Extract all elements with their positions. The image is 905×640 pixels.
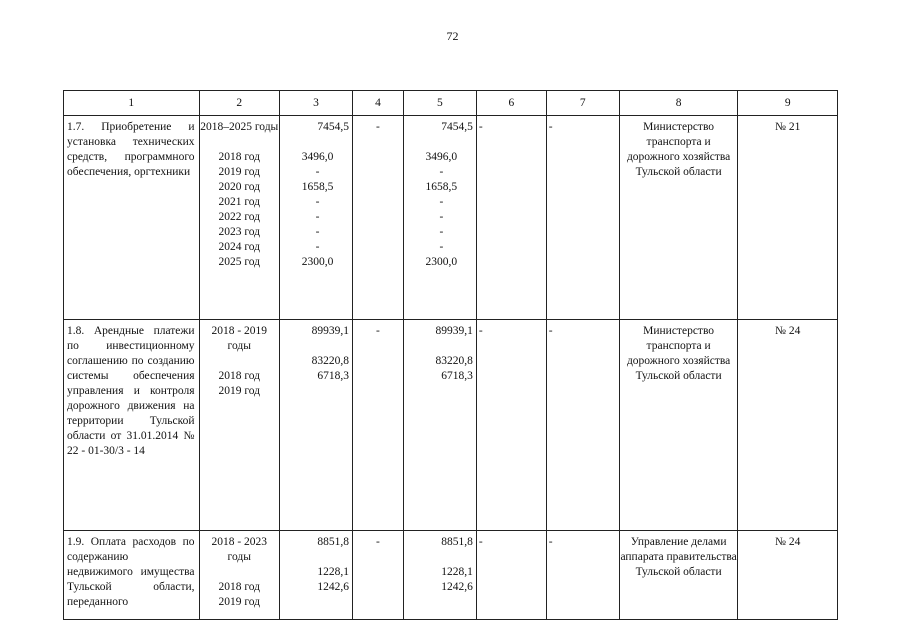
table-row [64, 320, 838, 531]
year-value: - [439, 241, 444, 253]
year-label: 2022 год [218, 211, 261, 223]
year-label: 2018 год [218, 370, 261, 382]
indicator-code: № 24 [738, 320, 838, 531]
period: 2018–2025 годы [200, 121, 279, 133]
page-number: 72 [446, 29, 459, 43]
year-label: 2019 год [218, 385, 261, 397]
col7-value: - [546, 531, 619, 620]
header-cell: 3 [279, 91, 352, 116]
measure-name: 1.7. Приобретение и установка технических средств, программного обеспечения, оргтехники [64, 116, 200, 320]
year-value: 3496,0 [425, 151, 458, 163]
year-label: 2021 год [218, 196, 261, 208]
col6-value: - [476, 531, 546, 620]
header-cell: 5 [403, 91, 476, 116]
header-cell: 1 [64, 91, 200, 116]
year-label: 2019 год [218, 596, 261, 608]
year-value: 6718,3 [441, 370, 473, 382]
header-cell: 2 [199, 91, 279, 116]
col7-value: - [546, 320, 619, 531]
executor: Министерство транспорта и дорожного хозяйства Тульской области [619, 116, 738, 320]
year-value: 83220,8 [311, 355, 350, 367]
year-label: 2020 год [218, 181, 261, 193]
total-value: 8851,8 [317, 536, 350, 548]
col5-total: 7454,5 [441, 121, 473, 133]
measure-name: 1.8. Арендные платежи по инвестиционному соглашению по созданию системы обеспечения управления и контроля дорожного движения на территории Тульской области от 31.01.2014 № 22 - 01-30/3 - 14 [64, 320, 200, 531]
measure-name: 1.9. Оплата расходов по содержанию недвижимого имущества Тульской области, переданного [64, 531, 200, 620]
col4-value: - [353, 531, 404, 620]
year-value: - [315, 241, 320, 253]
col6-value: - [476, 116, 546, 320]
year-label: 2019 год [218, 166, 261, 178]
col7-value: - [546, 116, 619, 320]
year-value: 1242,6 [441, 581, 473, 593]
col6-value: - [476, 320, 546, 531]
header-cell: 4 [353, 91, 404, 116]
col5-total: 89939,1 [435, 325, 473, 337]
program-table [63, 90, 838, 620]
col5-cell [403, 116, 476, 320]
year-value: 1228,1 [317, 566, 350, 578]
total-value: 89939,1 [311, 325, 350, 337]
year-value: - [315, 226, 320, 238]
period: 2018 - 2023 годы [211, 536, 268, 563]
period: 2018 - 2019 годы [211, 325, 268, 352]
year-value: 1228,1 [441, 566, 473, 578]
year-value: 6718,3 [317, 370, 350, 382]
year-value: 1658,5 [301, 181, 334, 193]
header-cell: 9 [738, 91, 838, 116]
year-value: 1242,6 [317, 581, 350, 593]
header-row [64, 91, 838, 116]
year-value: - [315, 211, 320, 223]
indicator-code: № 24 [738, 531, 838, 620]
period-cell [199, 116, 279, 320]
executor: Управление делами аппарата правительства Тульской области [619, 531, 738, 620]
year-value: 83220,8 [435, 355, 473, 367]
year-value: 2300,0 [425, 256, 458, 268]
indicator-code: № 21 [738, 116, 838, 320]
year-value: 3496,0 [301, 151, 334, 163]
executor: Министерство транспорта и дорожного хозяйства Тульской области [619, 320, 738, 531]
header-cell: 6 [476, 91, 546, 116]
year-value: - [439, 226, 444, 238]
total-cell [279, 320, 352, 531]
year-value: - [315, 166, 320, 178]
col4-value: - [353, 116, 404, 320]
year-value: 2300,0 [301, 256, 334, 268]
col4-value: - [353, 320, 404, 531]
total-cell [279, 531, 352, 620]
year-value: - [315, 196, 320, 208]
period-cell [199, 531, 279, 620]
year-label: 2018 год [218, 151, 261, 163]
table-row [64, 116, 838, 320]
year-label: 2023 год [218, 226, 261, 238]
total-value: 7454,5 [317, 121, 350, 133]
year-value: - [439, 196, 444, 208]
table-row [64, 531, 838, 620]
header-cell: 7 [546, 91, 619, 116]
header-cell: 8 [619, 91, 738, 116]
year-label: 2025 год [218, 256, 261, 268]
year-label: 2018 год [218, 581, 261, 593]
col5-total: 8851,8 [441, 536, 473, 548]
year-value: - [439, 166, 444, 178]
col5-cell [403, 320, 476, 531]
total-cell [279, 116, 352, 320]
year-label: 2024 год [218, 241, 261, 253]
col5-cell [403, 531, 476, 620]
year-value: 1658,5 [425, 181, 458, 193]
year-value: - [439, 211, 444, 223]
period-cell [199, 320, 279, 531]
